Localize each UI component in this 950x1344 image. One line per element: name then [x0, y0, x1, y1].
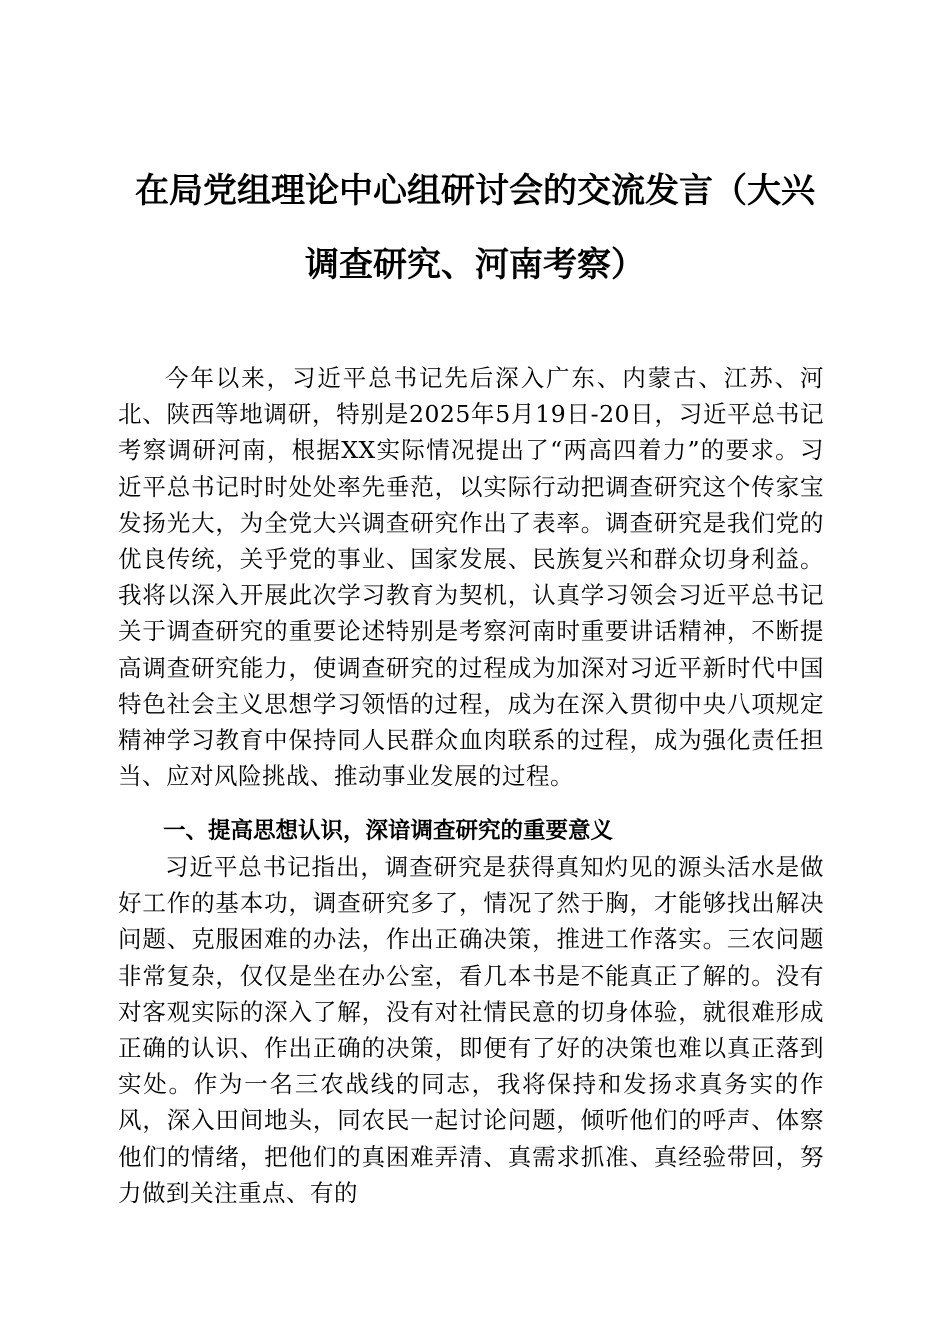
body-paragraph-2: 习近平总书记指出，调查研究是获得真知灼见的源头活水是做好工作的基本功，调查研究多了，情况了然于胸，才能够找出解决问题、克服困难的办法，作出正确决策，推进工作落实。三农问题非常复杂，仅仅是坐在办公室，看几本书是不能真正了解的。没有对客观实际的深入了解，没有对社情民意的切身体验，就很难形成正确的认识、作出正确的决策，即便有了好的决策也难以真正落到实处。作为一名三农战线的同志，我将保持和发扬求真务实的作风，深入田间地头，同农民一起讨论问题，倾听他们的呼声、体察他们的情绪，把他们的真困难弄清、真需求抓准、真经验带回，努力做到关注重点、有的 [118, 853, 824, 1207]
section-heading-1: 一、提高思想认识，深谙调查研究的重要意义 [163, 818, 614, 844]
body-paragraph-1: 今年以来，习近平总书记先后深入广东、内蒙古、江苏、河北、陕西等地调研，特别是2025年5月19日-20日，习近平总书记考察调研河南，根据XX实际情况提出了“两高四着力”的要求。习近平总书记时时处处率先垂范，以实际行动把调查研究这个传家宝发扬光大，为全党大兴调查研究作出了表率。调查研究是我们党的优良传统，关乎党的事业、国家发展、民族复兴和群众切身利益。我将以深入开展此次学习教育为契机，认真学习领会习近平总书记关于调查研究的重要论述特别是考察河南时重要讲话精神，不断提高调查研究能力，使调查研究的过程成为加深对习近平新时代中国特色社会主义思想学习领悟的过程，成为在深入贯彻中央八项规定精神学习教育中保持同人民群众血肉联系的过程，成为强化责任担当、应对风险挑战、推动事业发展的过程。 [118, 364, 824, 791]
document-title-line1: 在局党组理论中心组研讨会的交流发言（大兴 [135, 171, 815, 211]
document-title-line2: 调查研究、河南考察） [305, 245, 645, 285]
